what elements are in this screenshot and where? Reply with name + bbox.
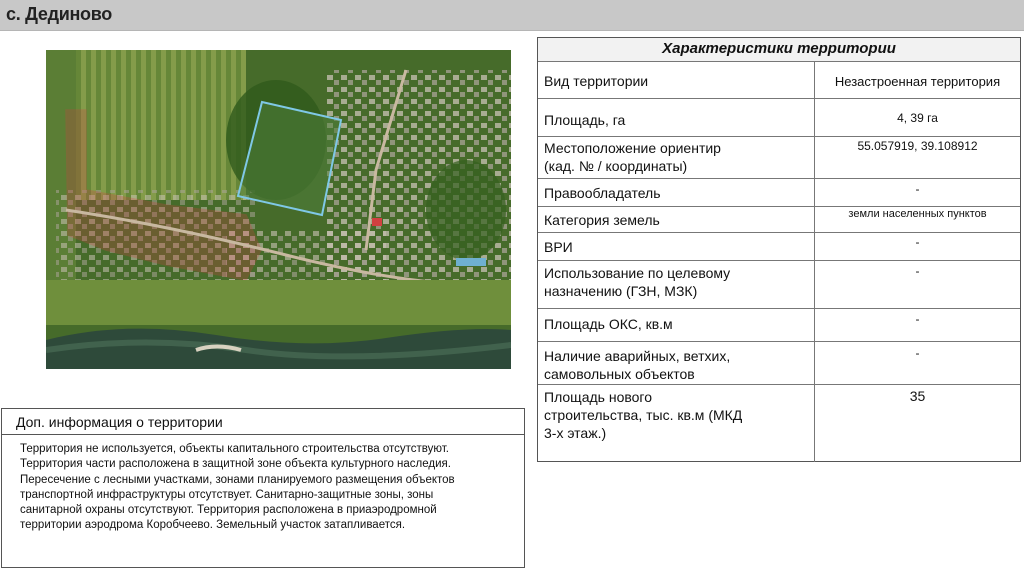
additional-info-box: [1, 408, 525, 568]
row-value: Незастроенная территория: [814, 62, 1020, 99]
row-value: -: [814, 233, 1020, 261]
table-row: [538, 206, 1020, 233]
row-label: Вид территории: [544, 73, 649, 89]
page-title: с. Дединово: [6, 4, 112, 24]
additional-info-title: Доп. информация о территории: [2, 409, 524, 435]
row-value: -: [814, 179, 1020, 207]
table-row: [538, 232, 1020, 261]
table-row: [538, 136, 1020, 179]
row-value: 55.057919, 39.108912: [814, 137, 1020, 179]
row-value: 35: [814, 385, 1020, 462]
table-row: [538, 61, 1020, 99]
row-label: Площадь нового строительства, тыс. кв.м (МКД 3-х этаж.): [544, 389, 743, 441]
row-label: Правообладатель: [544, 185, 661, 201]
table-row: [538, 98, 1020, 137]
row-label: Площадь ОКС, кв.м: [544, 316, 673, 332]
row-value: -: [814, 261, 1020, 309]
row-label: Использование по целевому назначению (ГЗН, МЗК): [544, 265, 731, 299]
table-row: [538, 260, 1020, 309]
row-value: -: [814, 342, 1020, 385]
row-value: -: [814, 309, 1020, 342]
row-label: Площадь, га: [544, 112, 626, 128]
row-label: ВРИ: [544, 239, 573, 255]
row-value: 4, 39 га: [814, 99, 1020, 137]
table-row: [538, 308, 1020, 342]
table-row: [538, 178, 1020, 207]
table-row: [538, 341, 1020, 385]
row-label: Местоположение ориентир (кад. № / координаты): [544, 140, 721, 174]
additional-info-text: Территория не используется, объекты капитального строительства отсутствуют. Территория части расположена в защитной зоне объекта культурного наследия. Пересечение с лесными участками, зонами планируемого размещения объектов транспортной инфраструктуры отсутствует. Санитарно-защитные зоны, зоны санитарной охраны отсутствуют. Территория расположена в приаэродромной территории аэродрома Коробчеево. Земельный участок затапливается.: [20, 443, 455, 532]
header-bar: [0, 0, 1024, 31]
table-row: [538, 384, 1020, 462]
row-value: земли населенных пунктов: [814, 207, 1020, 233]
row-label: Категория земель: [544, 212, 660, 228]
aerial-map: [46, 50, 511, 369]
row-label: Наличие аварийных, ветхих, самовольных объектов: [544, 348, 731, 382]
characteristics-title: Характеристики территории: [538, 38, 1020, 62]
characteristics-table: [537, 37, 1021, 462]
